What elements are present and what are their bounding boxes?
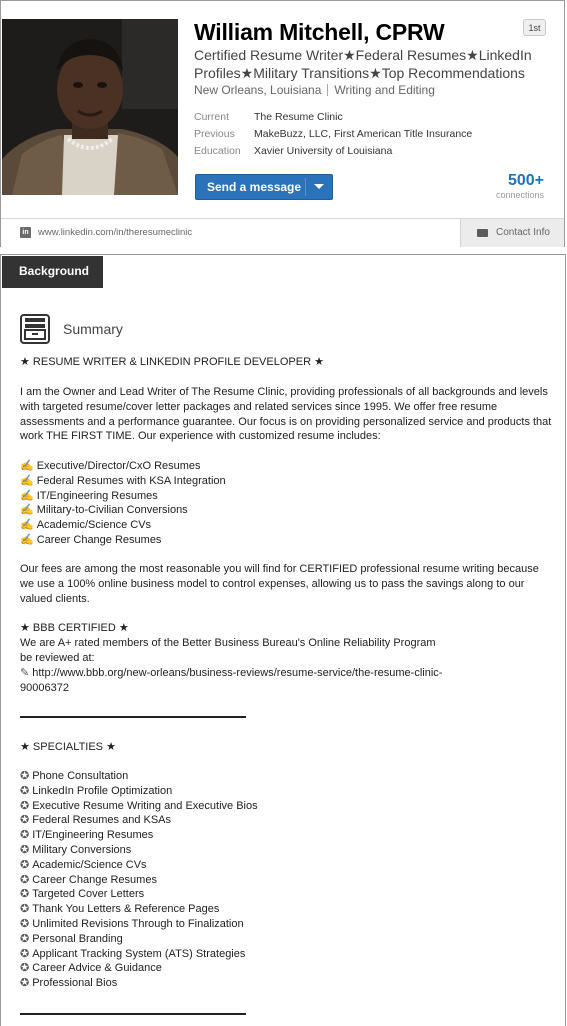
specialties-list: [20, 769, 258, 991]
fees-paragraph: Our fees are among the most reasonable you will find for CERTIFIED professional resume writing because we use a 100% online business model to control expenses, allowing us to pass the savings along to our valued clients.: [20, 563, 539, 605]
background-tab[interactable]: Background: [2, 256, 103, 286]
profile-facts: [194, 109, 472, 160]
list-item: ✪ Academic/Science CVs: [20, 858, 147, 871]
pencil-icon: ✎: [20, 667, 30, 679]
profile-location[interactable]: New Orleans, Louisiana: [194, 83, 322, 97]
list-item: ✪ Federal Resumes and KSAs: [20, 814, 172, 827]
public-profile-url[interactable]: www.linkedin.com/in/theresumeclinic: [38, 227, 193, 238]
fact-value[interactable]: MakeBuzz, LLC, First American Title Insurance: [254, 128, 473, 140]
bbb-line-1: We are A+ rated members of the Better Business Bureau's Online Reliability Program: [20, 637, 436, 649]
bbb-line-2: be reviewed at:: [20, 652, 95, 664]
fact-label: Current: [194, 111, 230, 123]
bbb-link-cont[interactable]: 90006372: [20, 682, 69, 694]
section-divider: [20, 1013, 246, 1015]
summary-heading: ★ RESUME WRITER & LINKEDIN PROFILE DEVELOPER ★: [20, 356, 324, 368]
send-message-label: Send a message: [207, 180, 302, 194]
star-bullet-icon: ✪: [20, 799, 30, 812]
summary-drawer-icon: [20, 314, 50, 349]
fact-label: Previous: [194, 128, 235, 140]
pen-bullet-icon: ✍: [20, 504, 34, 517]
pen-bullet-icon: ✍: [20, 460, 34, 472]
pen-bullet-icon: ✍: [20, 474, 34, 487]
profile-meta: [194, 83, 435, 97]
bbb-link[interactable]: ✎ http://www.bbb.org/new-orleans/business-reviews/resume-service/the-resume-clinic-: [20, 667, 443, 679]
star-bullet-icon: ✪: [20, 888, 30, 901]
profile-headline: Certified Resume Writer★Federal Resumes★LinkedIn Profiles★Military Transitions★Top Recommendations: [194, 47, 532, 81]
send-message-button[interactable]: [195, 174, 333, 200]
meta-divider: [327, 84, 328, 96]
star-bullet-icon: ✪: [20, 947, 30, 960]
linkedin-icon: in: [20, 227, 31, 238]
list-item: ✪ Targeted Cover Letters: [20, 888, 145, 901]
profile-card: [0, 0, 565, 247]
star-bullet-icon: ✪: [20, 932, 30, 945]
star-bullet-icon: ✪: [20, 829, 30, 842]
fact-row-current: [194, 109, 472, 126]
bbb-heading: ★ BBB CERTIFIED ★: [20, 622, 129, 634]
fact-value[interactable]: Xavier University of Louisiana: [254, 145, 393, 157]
star-bullet-icon: ✪: [20, 917, 30, 930]
list-item: ✍ IT/Engineering Resumes: [20, 489, 158, 502]
profile-photo-image: [2, 19, 178, 195]
summary-title: Summary: [63, 321, 123, 337]
contact-info-button[interactable]: [460, 219, 564, 247]
list-item: ✪ Career Advice & Guidance: [20, 962, 162, 975]
fact-row-education: [194, 143, 472, 160]
star-bullet-icon: ✪: [20, 977, 30, 990]
list-item: ✪ Thank You Letters & Reference Pages: [20, 903, 220, 916]
pen-bullet-icon: ✍: [20, 489, 34, 502]
star-bullet-icon: ✪: [20, 770, 30, 782]
star-bullet-icon: ✪: [20, 962, 30, 975]
list-item: ✪ LinkedIn Profile Optimization: [20, 784, 173, 797]
star-bullet-icon: ✪: [20, 784, 30, 797]
experience-list: [20, 459, 226, 548]
star-bullet-icon: ✪: [20, 843, 30, 856]
contact-card-icon: [477, 229, 488, 237]
list-item: ✪ Personal Branding: [20, 932, 123, 945]
list-item: ✍ Military-to-Civilian Conversions: [20, 504, 188, 517]
chevron-down-icon[interactable]: [314, 184, 324, 189]
star-bullet-icon: ✪: [20, 873, 30, 886]
list-item: ✪ Professional Bios: [20, 977, 118, 990]
list-item: ✪ Unlimited Revisions Through to Finalization: [20, 917, 244, 930]
fact-value[interactable]: The Resume Clinic: [254, 111, 343, 123]
specialties-heading: ★ SPECIALTIES ★: [20, 741, 116, 753]
summary-intro: I am the Owner and Lead Writer of The Resume Clinic, providing professionals of all backgrounds and levels with targeted resume/cover letter packages and related services since 1995. We offer free resume assessments and a performance guarantee. Our focus is on providing personalized service and products that work THE FIRST TIME. Our experience with customized resume includes:: [20, 386, 552, 443]
list-item: ✍ Academic/Science CVs: [20, 519, 152, 532]
list-item: ✪ Career Change Resumes: [20, 873, 157, 886]
list-item: ✪ Applicant Tracking System (ATS) Strategies: [20, 947, 246, 960]
list-item: ✪ Phone Consultation: [20, 770, 129, 782]
section-divider: [20, 716, 246, 718]
star-bullet-icon: ✪: [20, 858, 30, 871]
profile-name: William Mitchell, CPRW: [194, 19, 445, 45]
profile-photo[interactable]: [2, 19, 178, 195]
connections-label: connections: [495, 190, 544, 200]
list-item: ✍ Executive/Director/CxO Resumes: [20, 460, 201, 472]
pen-bullet-icon: ✍: [20, 533, 34, 546]
profile-footer: [1, 218, 564, 247]
star-bullet-icon: ✪: [20, 814, 30, 827]
fact-row-previous: [194, 126, 472, 143]
list-item: ✍ Federal Resumes with KSA Integration: [20, 474, 226, 487]
list-item: ✪ Military Conversions: [20, 843, 132, 856]
list-item: ✪ Executive Resume Writing and Executive Bios: [20, 799, 258, 812]
fact-label: Education: [194, 145, 241, 157]
pen-bullet-icon: ✍: [20, 519, 34, 532]
profile-industry[interactable]: Writing and Editing: [334, 83, 435, 97]
background-section: [0, 254, 566, 1026]
list-item: ✍ Career Change Resumes: [20, 533, 162, 546]
connections-count[interactable]: 500+: [507, 172, 544, 189]
star-bullet-icon: ✪: [20, 903, 30, 916]
list-item: ✪ IT/Engineering Resumes: [20, 829, 154, 842]
contact-info-label: Contact Info: [496, 227, 550, 238]
button-divider: [305, 178, 306, 196]
tab-underline: [2, 286, 103, 288]
connection-degree-badge: 1st: [523, 19, 546, 36]
